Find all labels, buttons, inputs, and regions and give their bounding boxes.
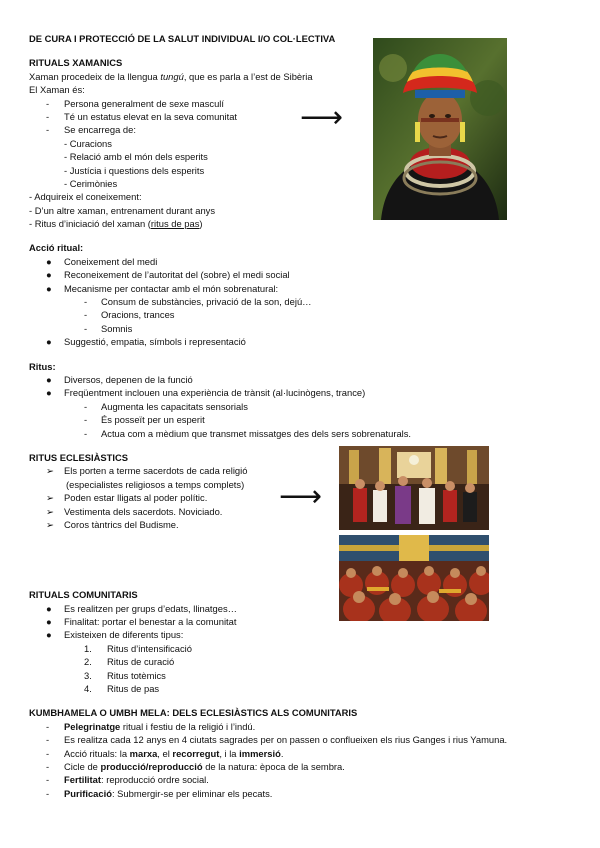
list-item: - Se encarrega de:	[46, 124, 136, 136]
right-arrow-icon: ⟶	[279, 479, 323, 514]
bullet-marker: ●	[46, 373, 52, 385]
numbered-item: 3. Ritus totèmics	[84, 669, 166, 681]
sub-item: - Oracions, trances	[84, 309, 175, 321]
bullet-marker: ●	[46, 629, 52, 641]
dash-marker: -	[84, 322, 88, 334]
list-item: - Acció rituals: la marxa, el recorregut, i la immersió.	[46, 747, 284, 759]
task-item: - Justícia i questions dels esperits	[64, 164, 205, 176]
xaman-intro2: El Xaman és:	[29, 84, 85, 96]
bullet-marker: ●	[46, 255, 52, 267]
list-item: ➢ Coros tàntrics del Budisme.	[46, 518, 179, 530]
ecclesiastic-ceremony-photo	[339, 446, 489, 530]
rites-item: - Ritus d’iniciació del xaman (ritus de pas)	[29, 218, 203, 230]
sub-item: - Actua com a mèdium que transmet missatges des dels sers sobrenaturals.	[84, 427, 412, 439]
sub-item: - És posseït per un esperit	[84, 414, 205, 426]
list-item: ➢ Els porten a terme sacerdots de cada religió	[46, 465, 248, 477]
ritus-heading: Ritus:	[29, 360, 56, 372]
dash-marker: -	[46, 124, 50, 136]
dash-marker: -	[46, 97, 50, 109]
list-item: ➢ Poden estar lligats al poder polític.	[46, 492, 208, 504]
arrowhead-marker: ➢	[46, 518, 54, 530]
list-item: - Es realitza cada 12 anys en 4 ciutats sagrades per on passen o conflueixen els rius Ganges i rius Yamuna.	[46, 734, 508, 746]
numbered-item: 1. Ritus d’intensificació	[84, 642, 192, 654]
ecles-heading: RITUS ECLESIÀSTICS	[29, 451, 128, 463]
list-item: ● Finalitat: portar el benestar a la comunitat	[46, 616, 237, 628]
acquire-item: - D’un altre xaman, entrenament durant anys	[29, 204, 216, 216]
sub-item: - Augmenta les capacitats sensorials	[84, 400, 248, 412]
acquire-item: - Adquireix el coneixement:	[29, 191, 142, 203]
dash-marker: -	[84, 414, 88, 426]
dash-marker: -	[46, 720, 50, 732]
list-item: ➢ Vestimenta dels sacerdots. Noviciado.	[46, 505, 223, 517]
shaman-photo	[373, 38, 507, 220]
kumbh-heading: KUMBHAMELA O UMBH MELA: DELS ECLESIÀSTICS ALS COMUNITARIS	[29, 707, 358, 719]
buddhist-monks-photo	[339, 535, 489, 621]
dash-marker: -	[46, 774, 50, 786]
list-item: - Purificació: Submergir-se per eliminar els pecats.	[46, 787, 273, 799]
list-item: - Fertilitat: reproducció ordre social.	[46, 774, 209, 786]
dash-marker: -	[46, 110, 50, 122]
dash-marker: -	[84, 296, 88, 308]
arrowhead-marker: ➢	[46, 465, 54, 477]
bullet-marker: ●	[46, 269, 52, 281]
list-item: ● Diversos, depenen de la funció	[46, 373, 193, 385]
bullet-marker: ●	[46, 282, 52, 294]
xaman-intro: Xaman procedeix de la llengua tungú, que es parla a l’est de Sibèria	[29, 70, 313, 82]
task-item: - Curacions	[64, 137, 112, 149]
dash-marker: -	[84, 309, 88, 321]
numbered-item: 2. Ritus de curació	[84, 656, 175, 668]
bullet-marker: ●	[46, 387, 52, 399]
dash-marker: -	[46, 787, 50, 799]
bullet-marker: ●	[46, 336, 52, 348]
task-item: - Cerimònies	[64, 177, 118, 189]
right-arrow-icon: ⟶	[300, 100, 344, 135]
arrowhead-marker: ➢	[46, 505, 54, 517]
list-item: ● Suggestió, empatia, símbols i representació	[46, 336, 246, 348]
sub-item: - Somnis	[84, 322, 133, 334]
list-item-continuation: (especialistes religiosos a temps complets)	[66, 478, 245, 490]
arrowhead-marker: ➢	[46, 492, 54, 504]
bullet-marker: ●	[46, 602, 52, 614]
dash-marker: -	[46, 747, 50, 759]
comunitaris-heading: RITUALS COMUNITARIS	[29, 589, 138, 601]
xaman-heading: RITUALS XAMANICS	[29, 57, 123, 69]
list-item: ● Mecanisme per contactar amb el món sobrenatural:	[46, 282, 279, 294]
list-item: ● Coneixement del medi	[46, 255, 158, 267]
sub-item: - Consum de substàncies, privació de la son, dejú…	[84, 296, 312, 308]
list-item: - Persona generalment de sexe masculí	[46, 97, 224, 109]
dash-marker: -	[84, 400, 88, 412]
list-item: ● Freqüentment inclouen una experiència de trànsit (al·lucinògens, trance)	[46, 387, 366, 399]
accio-heading: Acció ritual:	[29, 242, 84, 254]
document-title: DE CURA I PROTECCIÓ DE LA SALUT INDIVIDUAL I/O COL·LECTIVA	[29, 33, 336, 44]
list-item: ● Existeixen de diferents tipus:	[46, 629, 184, 641]
list-item: - Té un estatus elevat en la seva comunitat	[46, 110, 238, 122]
numbered-item: 4. Ritus de pas	[84, 683, 160, 695]
list-item: - Pelegrinatge ritual i festiu de la religió i l’indú.	[46, 720, 256, 732]
list-item: - Cicle de producció/reproducció de la natura: època de la sembra.	[46, 760, 345, 772]
dash-marker: -	[46, 734, 50, 746]
dash-marker: -	[46, 760, 50, 772]
bullet-marker: ●	[46, 616, 52, 628]
dash-marker: -	[84, 427, 88, 439]
task-item: - Relació amb el món dels esperits	[64, 151, 208, 163]
list-item: ● Reconeixement de l’autoritat del (sobre) el medi social	[46, 269, 290, 281]
list-item: ● Es realitzen per grups d’edats, llinatges…	[46, 602, 238, 614]
